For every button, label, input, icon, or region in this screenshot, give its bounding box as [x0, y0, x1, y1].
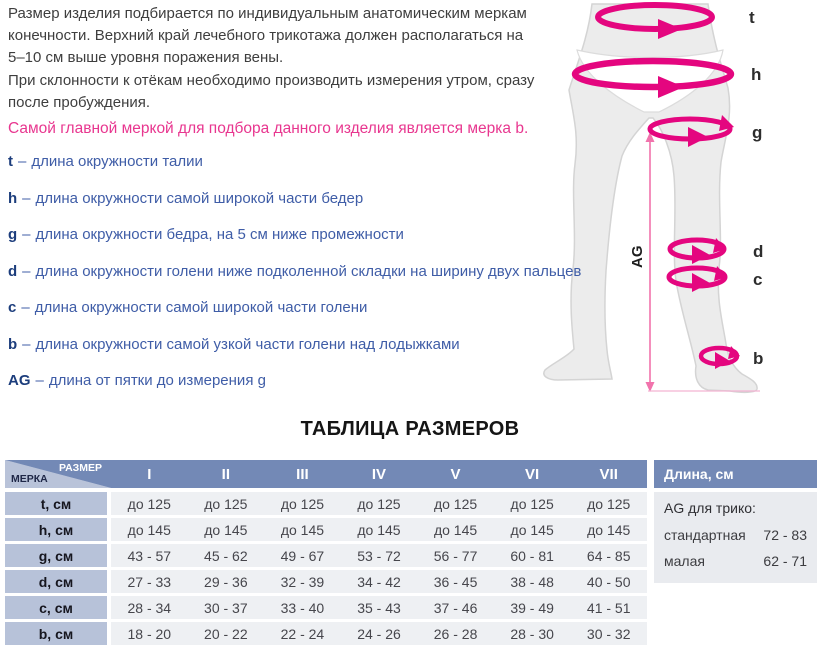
column-header: VI: [525, 465, 540, 483]
length-name: малая: [664, 553, 705, 569]
size-cell: 38 - 48: [494, 570, 571, 593]
size-cell: до 125: [417, 492, 494, 515]
legend-text: длина от пятки до измерения g: [48, 372, 266, 389]
legend-item-c: [8, 297, 581, 318]
legend-key: d: [8, 262, 18, 280]
column-header: VII: [599, 465, 618, 483]
size-cell: 29 - 36: [188, 570, 265, 593]
corner-label-measure: МЕРКА: [11, 473, 48, 485]
size-cell: 39 - 49: [494, 596, 571, 619]
length-value: 62 - 71: [763, 553, 807, 569]
legend-key: c: [8, 299, 17, 316]
corner-label-size: РАЗМЕР: [59, 462, 102, 474]
fig-label-b: b: [753, 349, 764, 368]
legend-text: длина окружности самой широкой части голени: [34, 299, 368, 316]
size-cell: 27 - 33: [111, 570, 188, 593]
corner-cell: [5, 460, 111, 488]
row-label: h, см: [5, 518, 107, 541]
measurement-legend: [8, 151, 581, 407]
fig-label-h: h: [751, 65, 762, 84]
ag-line-label: AG: [629, 245, 646, 268]
length-row: [664, 527, 807, 543]
size-cell: 35 - 43: [341, 596, 418, 619]
legend-dash: –: [18, 153, 27, 170]
row-label: t, см: [5, 492, 107, 515]
size-table: [5, 460, 647, 648]
legend-dash: –: [22, 189, 31, 207]
size-cell: до 125: [111, 492, 188, 515]
legend-item-g: [8, 224, 581, 245]
legend-item-b: [8, 334, 581, 355]
column-header: IV: [371, 465, 387, 483]
legend-key: AG: [8, 372, 31, 389]
column-header: I: [147, 465, 152, 483]
size-cell: 30 - 32: [570, 622, 647, 645]
size-cell: 45 - 62: [188, 544, 265, 567]
table-row: [5, 544, 647, 567]
size-cell: до 145: [417, 518, 494, 541]
size-cell: 32 - 39: [264, 570, 341, 593]
legend-dash: –: [22, 262, 31, 280]
size-cell: 34 - 42: [341, 570, 418, 593]
legend-item-d: [8, 261, 581, 282]
legend-text: длина окружности самой широкой части бедер: [35, 189, 364, 207]
column-header: V: [450, 465, 461, 483]
size-cell: 49 - 67: [264, 544, 341, 567]
length-panel-body: [654, 492, 817, 583]
size-cell: до 125: [341, 492, 418, 515]
length-panel-subtitle: AG для трико:: [664, 500, 756, 516]
size-cell: 53 - 72: [341, 544, 418, 567]
size-cell: до 125: [264, 492, 341, 515]
row-label: c, см: [5, 596, 107, 619]
legend-item-t: [8, 151, 581, 172]
legend-key: g: [8, 226, 18, 243]
fig-label-c: c: [753, 270, 763, 289]
legend-text: длина окружности голени ниже подколенной складки на ширину двух пальцев: [35, 262, 582, 280]
size-cell: до 145: [264, 518, 341, 541]
size-cell: 33 - 40: [264, 596, 341, 619]
legend-dash: –: [22, 335, 31, 353]
size-cell: 64 - 85: [570, 544, 647, 567]
legend-dash: –: [22, 226, 31, 243]
size-cell: 18 - 20: [111, 622, 188, 645]
size-cell: 41 - 51: [570, 596, 647, 619]
size-cell: до 125: [494, 492, 571, 515]
size-cell: 24 - 26: [341, 622, 418, 645]
size-cell: 56 - 77: [417, 544, 494, 567]
size-cell: до 145: [341, 518, 418, 541]
length-name: стандартная: [664, 527, 746, 543]
size-cell: 22 - 24: [264, 622, 341, 645]
size-cell: 36 - 45: [417, 570, 494, 593]
legend-key: b: [8, 335, 18, 353]
column-header: III: [296, 465, 309, 483]
legend-dash: –: [35, 372, 44, 389]
size-cell: 20 - 22: [188, 622, 265, 645]
intro-paragraph-1: Размер изделия подбирается по индивидуальным анатомическим меркам конечности. Верхний край лечебного трикотажа должен располагаться на 5–10 см выше уровня поражения вены.: [8, 5, 527, 66]
size-cell: 26 - 28: [417, 622, 494, 645]
fig-label-t: t: [749, 8, 755, 27]
legend-key: t: [8, 153, 13, 170]
size-cell: 28 - 34: [111, 596, 188, 619]
legend-item-h: [8, 188, 581, 209]
legend-item-ag: [8, 370, 581, 391]
length-panel: [654, 460, 817, 583]
legend-text: длина окружности самой узкой части голени над лодыжками: [35, 335, 460, 353]
size-cell: до 145: [111, 518, 188, 541]
table-row: [5, 570, 647, 593]
size-cell: до 145: [494, 518, 571, 541]
row-label: b, см: [5, 622, 107, 645]
size-cell: до 125: [570, 492, 647, 515]
length-value: 72 - 83: [763, 527, 807, 543]
size-cell: 40 - 50: [570, 570, 647, 593]
size-cell: до 145: [570, 518, 647, 541]
size-cell: 37 - 46: [417, 596, 494, 619]
size-table-header: [5, 460, 647, 488]
table-row: [5, 622, 647, 645]
length-panel-header: Длина, см: [654, 460, 817, 488]
row-label: g, см: [5, 544, 107, 567]
fig-label-d: d: [753, 242, 764, 261]
legend-dash: –: [21, 299, 30, 316]
row-label: d, см: [5, 570, 107, 593]
fig-label-g: g: [752, 123, 763, 142]
size-cell: 30 - 37: [188, 596, 265, 619]
legend-text: длина окружности талии: [31, 153, 203, 170]
legend-key: h: [8, 189, 18, 207]
intro-paragraph-2: При склонности к отёкам необходимо производить измерения утром, сразу после пробуждения.: [8, 72, 535, 111]
size-cell: 28 - 30: [494, 622, 571, 645]
size-cell: до 125: [188, 492, 265, 515]
size-table-title: ТАБЛИЦА РАЗМЕРОВ: [300, 418, 520, 440]
size-cell: до 145: [188, 518, 265, 541]
table-row: [5, 596, 647, 619]
legend-text: длина окружности бедра, на 5 см ниже промежности: [35, 226, 404, 243]
intro-highlight: Самой главной меркой для подбора данного изделия является мерка b.: [8, 120, 529, 137]
size-cell: 43 - 57: [111, 544, 188, 567]
size-cell: 60 - 81: [494, 544, 571, 567]
column-header: II: [221, 465, 231, 483]
table-row: [5, 518, 647, 541]
length-row: [664, 553, 807, 569]
table-row: [5, 492, 647, 515]
